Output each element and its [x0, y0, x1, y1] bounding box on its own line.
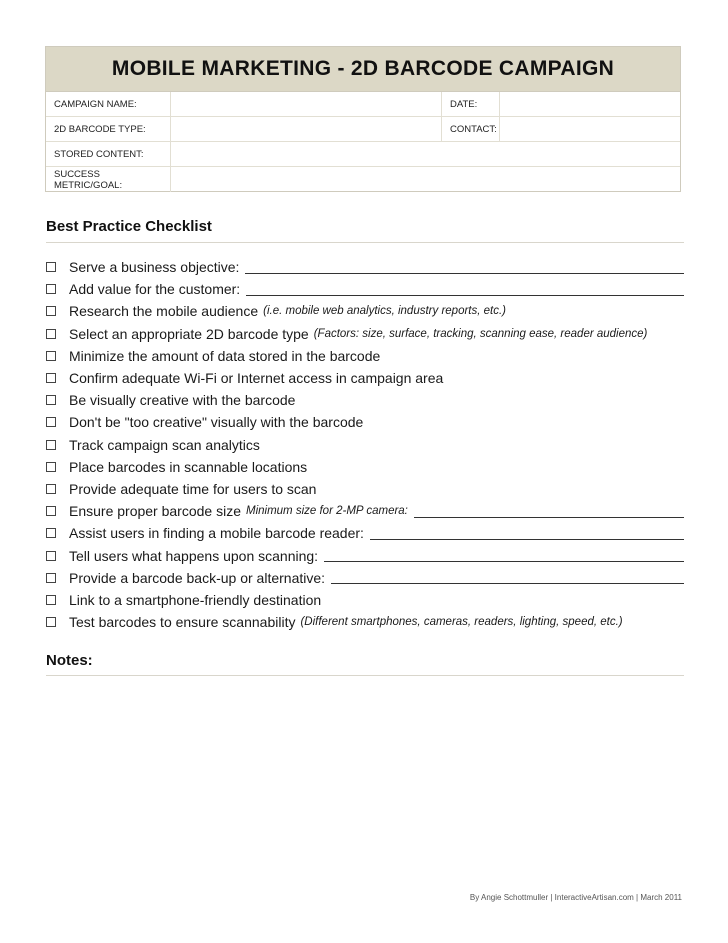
checklist-item-text: Provide a barcode back-up or alternative:	[69, 569, 326, 586]
row-stored-content	[46, 142, 680, 167]
barcode-type-label: 2D BARCODE TYPE:	[46, 117, 171, 141]
checklist-item-text: Provide adequate time for users to scan	[69, 480, 317, 497]
checklist-item-text: Minimize the amount of data stored in the barcode	[69, 347, 381, 364]
checklist-item-text: Assist users in finding a mobile barcode reader:	[69, 525, 364, 542]
title-band	[46, 47, 680, 92]
checklist-item	[46, 500, 686, 522]
checklist-item-text: Serve a business objective:	[69, 259, 240, 276]
checklist-item-text: Place barcodes in scannable locations	[69, 458, 308, 475]
checklist-item-text: Select an appropriate 2D barcode type	[69, 325, 309, 342]
checklist	[46, 256, 686, 633]
checklist-item	[46, 345, 686, 367]
date-field[interactable]	[500, 92, 680, 116]
checkbox[interactable]	[46, 440, 56, 450]
checklist-item	[46, 323, 686, 345]
checklist-item	[46, 567, 686, 589]
checkbox[interactable]	[46, 284, 56, 294]
checklist-item-text: Ensure proper barcode size	[69, 503, 241, 520]
checklist-item	[46, 544, 686, 566]
checkbox[interactable]	[46, 484, 56, 494]
checkbox[interactable]	[46, 528, 56, 538]
checkbox[interactable]	[46, 395, 56, 405]
campaign-name-label: CAMPAIGN NAME:	[46, 92, 171, 116]
notes-title: Notes:	[46, 652, 93, 669]
row-barcode-type	[46, 117, 680, 142]
checklist-title: Best Practice Checklist	[46, 218, 212, 235]
checklist-item	[46, 456, 686, 478]
checklist-item	[46, 411, 686, 433]
checkbox[interactable]	[46, 329, 56, 339]
checklist-item-text: Research the mobile audience	[69, 303, 259, 320]
checkbox[interactable]	[46, 506, 56, 516]
checkbox[interactable]	[46, 462, 56, 472]
checklist-item	[46, 611, 686, 633]
fill-in-line[interactable]	[331, 571, 684, 584]
checklist-item	[46, 478, 686, 500]
checkbox[interactable]	[46, 595, 56, 605]
checklist-divider	[46, 242, 684, 243]
checklist-item-text: Don't be "too creative" visually with the barcode	[69, 414, 364, 431]
contact-label: CONTACT:	[442, 117, 500, 141]
checkbox[interactable]	[46, 306, 56, 316]
contact-field[interactable]	[500, 117, 680, 141]
checkbox[interactable]	[46, 373, 56, 383]
fill-in-line[interactable]	[245, 261, 684, 274]
checklist-item-text: Link to a smartphone-friendly destination	[69, 591, 322, 608]
checklist-item-text: Track campaign scan analytics	[69, 436, 260, 453]
page-title: MOBILE MARKETING - 2D BARCODE CAMPAIGN	[111, 57, 615, 80]
footer-credit: By Angie Schottmuller | InteractiveArtisan.com | March 2011	[469, 893, 682, 902]
row-campaign-name	[46, 92, 680, 117]
success-metric-field[interactable]	[171, 167, 680, 192]
fill-in-line[interactable]	[246, 283, 684, 296]
checklist-item-hint: (Factors: size, surface, tracking, scanning ease, reader audience)	[313, 327, 648, 340]
checklist-item	[46, 278, 686, 300]
checklist-item-text: Confirm adequate Wi-Fi or Internet access in campaign area	[69, 370, 444, 387]
fill-in-line[interactable]	[414, 505, 684, 518]
checklist-item-hint: (Different smartphones, cameras, readers, lighting, speed, etc.)	[300, 616, 623, 629]
stored-content-label: STORED CONTENT:	[46, 142, 171, 166]
checklist-item	[46, 589, 686, 611]
checklist-item	[46, 256, 686, 278]
success-metric-label: SUCCESS METRIC/GOAL:	[46, 167, 171, 192]
checklist-item-text: Be visually creative with the barcode	[69, 392, 296, 409]
campaign-name-field[interactable]	[171, 92, 442, 116]
checkbox[interactable]	[46, 551, 56, 561]
checklist-item-text: Test barcodes to ensure scannability	[69, 614, 296, 631]
checklist-item	[46, 434, 686, 456]
checklist-item	[46, 389, 686, 411]
date-label: DATE:	[442, 92, 500, 116]
stored-content-field[interactable]	[171, 142, 680, 166]
checkbox[interactable]	[46, 351, 56, 361]
checkbox[interactable]	[46, 617, 56, 627]
checkbox[interactable]	[46, 417, 56, 427]
fill-in-line[interactable]	[370, 527, 684, 540]
notes-divider	[46, 675, 684, 676]
fill-in-line[interactable]	[324, 549, 684, 562]
checklist-item	[46, 300, 686, 322]
checklist-item-hint: Minimum size for 2-MP camera:	[246, 505, 408, 518]
barcode-type-field[interactable]	[171, 117, 442, 141]
checklist-item-text: Add value for the customer:	[69, 281, 241, 298]
checkbox[interactable]	[46, 573, 56, 583]
row-success-metric	[46, 167, 680, 192]
checklist-item-hint: (i.e. mobile web analytics, industry reports, etc.)	[263, 305, 506, 318]
checkbox[interactable]	[46, 262, 56, 272]
checklist-item-text: Tell users what happens upon scanning:	[69, 547, 319, 564]
campaign-header-box	[45, 46, 681, 192]
checklist-item	[46, 522, 686, 544]
checklist-item	[46, 367, 686, 389]
